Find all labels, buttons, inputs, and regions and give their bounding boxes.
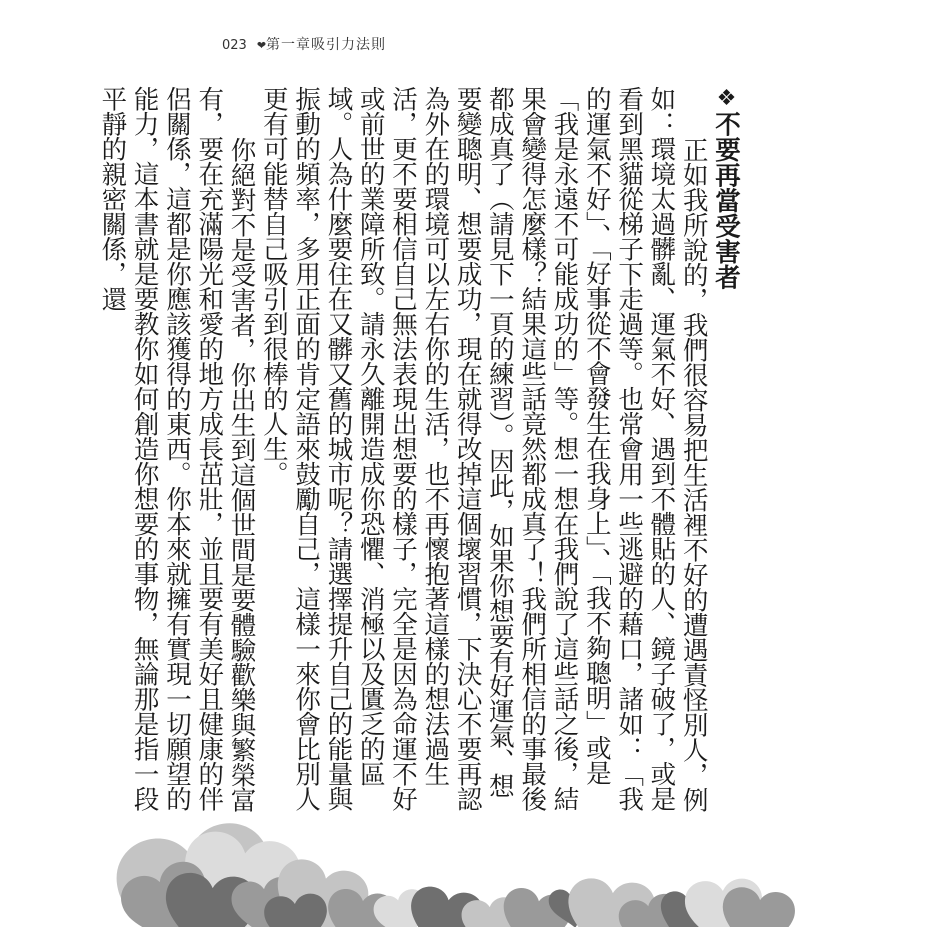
heart-shapes	[109, 816, 797, 927]
paragraph-1: 正如我所說的，我們很容易把生活裡不好的遭遇責怪別人，例如：環境太過髒亂、運氣不好、遇到不體貼的人、鏡子破了，或是看到黑貓從梯子下走過等。也常會用一些逃避的藉口，諸如：「我的運氣不好」、「好事從不會發生在我身上」、「我不夠聰明」或是「我是永遠不可能成功的」等。想一想在我們說了這些話之後，結果會變得怎麼樣？結果這些話竟然都成真了！我們所相信的事最後都成真了（請見下一頁的練習）。因此，如果你想要有好運氣、想要變聰明、想要成功，現在就得改掉這個壞習慣，下決心不要再認為外在的環境可以左右你的生活，也不再懷抱著這樣的想法過生活，更不要相信自己無法表現出想要的樣子，完全是因為命運不好或前世的業障所致。請永久離開造成你恐懼、消極以及匱乏的區域。人為什麼要住在又髒又舊的城市呢？請選擇提升自己的能量與振動的頻率，多用正面的肯定語來鼓勵自己，這樣一來你會比別人更有可能替自己吸引到很棒的人生。	[258, 86, 709, 812]
heart-cluster-decoration	[146, 807, 780, 927]
diamond-bullet-icon: ❖	[714, 86, 739, 111]
vertical-body-text	[96, 86, 742, 816]
book-page	[97, 0, 780, 927]
heart-icon: ❤	[256, 39, 267, 52]
running-header	[222, 34, 386, 54]
chapter-title: 第一章吸引力法則	[266, 37, 387, 53]
section-heading	[710, 86, 742, 812]
page-number: 023	[222, 38, 247, 53]
paragraph-2: 你絕對不是受害者，你出生到這個世間是要體驗歡樂與繁榮富有，要在充滿陽光和愛的地方成長茁壯，並且要有美好且健康的伴侶關係，這都是你應該獲得的東西。你本來就擁有實現一切願望的能力，這本書就是要教你如何創造你想要的事物，無論那是指一段平靜的親密關係，還	[97, 86, 257, 812]
section-heading-text: 不要再當受害者	[711, 111, 741, 290]
